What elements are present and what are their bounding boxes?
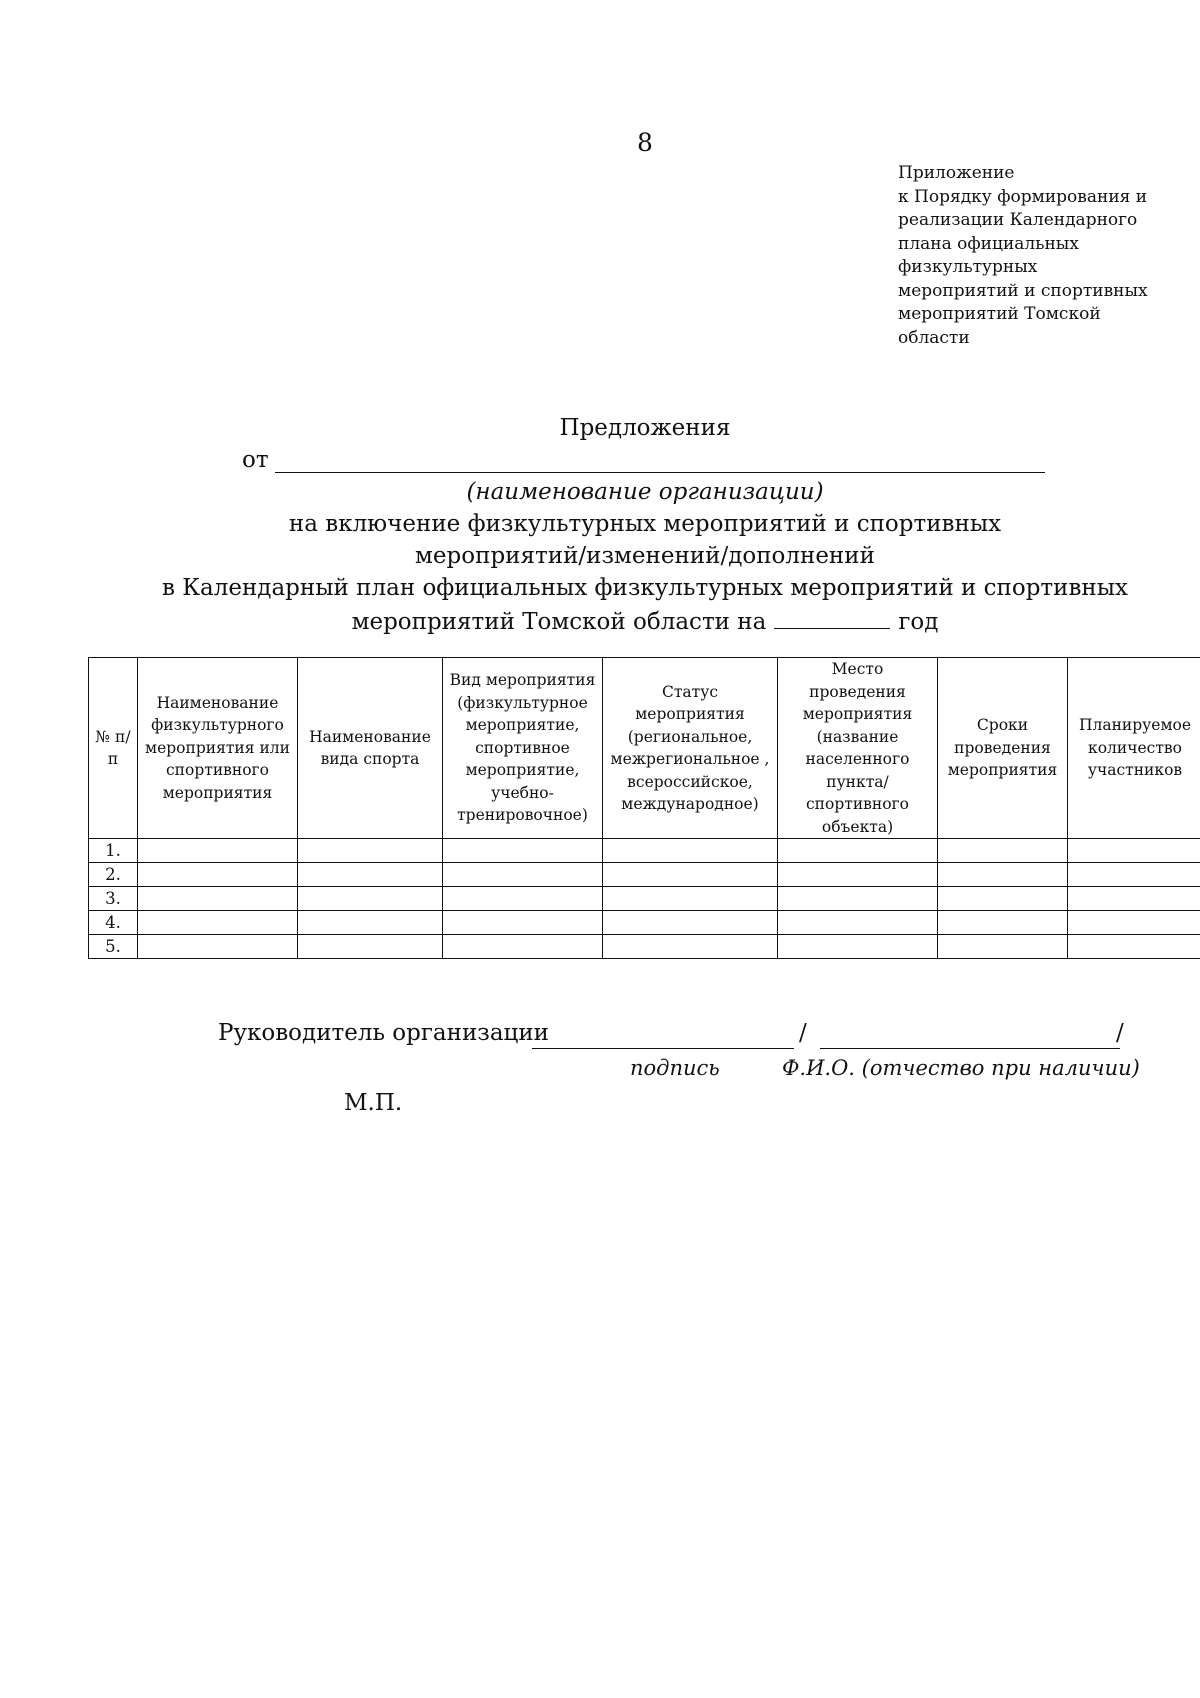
table-cell[interactable] [443, 839, 603, 863]
signature-slash: / [799, 1020, 807, 1046]
header-sport-name: Наименование вида спорта [298, 658, 443, 839]
header-participants: Планируемое количество участников [1068, 658, 1200, 839]
table-row [89, 911, 1200, 935]
table-header-row [89, 658, 1200, 839]
signature-blank[interactable] [532, 1048, 794, 1049]
appendix-line: реализации Календарного [898, 210, 1138, 230]
table-cell[interactable] [138, 935, 298, 959]
row-number: 2. [89, 863, 138, 887]
appendix-line: к Порядку формирования и [898, 186, 1148, 207]
table-row [89, 839, 1200, 863]
table-cell[interactable] [603, 935, 778, 959]
title-line-3: на включение физкультурных мероприятий и спортивных [288, 511, 1002, 537]
title-line-6-prefix: мероприятий Томской области на [351, 609, 767, 635]
header-event-name: Наименование физкультурного мероприятия или спортивного мероприятия [138, 658, 298, 839]
table-cell[interactable] [603, 839, 778, 863]
table-cell[interactable] [298, 863, 443, 887]
table-cell[interactable] [1068, 863, 1200, 887]
table-cell[interactable] [938, 839, 1068, 863]
stamp-placeholder: М.П. [344, 1090, 403, 1116]
signature-label: Руководитель организации [218, 1020, 549, 1046]
table-cell[interactable] [938, 887, 1068, 911]
table-cell[interactable] [778, 839, 938, 863]
page-number: 8 [637, 128, 653, 157]
row-number: 3. [89, 887, 138, 911]
table-cell[interactable] [1068, 911, 1200, 935]
table-cell[interactable] [778, 887, 938, 911]
table-cell[interactable] [1068, 839, 1200, 863]
from-label: от [242, 447, 269, 473]
table-cell[interactable] [603, 863, 778, 887]
table-cell[interactable] [1068, 935, 1200, 959]
table-cell[interactable] [443, 935, 603, 959]
header-event-location: Место проведения мероприятия (название населенного пункта/ спортивного объекта) [778, 658, 938, 839]
table-cell[interactable] [298, 935, 443, 959]
table-cell[interactable] [603, 911, 778, 935]
table-cell[interactable] [603, 887, 778, 911]
table-cell[interactable] [938, 911, 1068, 935]
row-number: 1. [89, 839, 138, 863]
table-cell[interactable] [138, 863, 298, 887]
table-cell[interactable] [298, 887, 443, 911]
table-cell[interactable] [298, 839, 443, 863]
signature-caption: подпись [630, 1056, 720, 1080]
row-number: 5. [89, 935, 138, 959]
table-cell[interactable] [298, 911, 443, 935]
from-line [0, 444, 1200, 476]
table-cell[interactable] [138, 887, 298, 911]
table-cell[interactable] [778, 935, 938, 959]
table-cell[interactable] [938, 935, 1068, 959]
header-number: № п/п [89, 658, 138, 839]
appendix-note [898, 162, 1158, 350]
table-cell[interactable] [778, 863, 938, 887]
signature-slash-end: / [1116, 1020, 1124, 1046]
title-block [0, 412, 1200, 638]
table-row [89, 935, 1200, 959]
header-event-status: Статус мероприятия (региональное, межрегиональное , всероссийское, международное) [603, 658, 778, 839]
row-number: 4. [89, 911, 138, 935]
table-cell[interactable] [443, 863, 603, 887]
title-line-6 [0, 604, 1200, 638]
table-cell[interactable] [778, 911, 938, 935]
appendix-line: мероприятий и спортивных [898, 280, 1148, 301]
table-cell[interactable] [443, 911, 603, 935]
full-name-blank[interactable] [820, 1048, 1120, 1049]
header-event-type: Вид мероприятия (физкультурное мероприятие, спортивное мероприятие, учебно-тренировочное) [443, 658, 603, 839]
table-cell[interactable] [1068, 887, 1200, 911]
title-line-4: мероприятий/изменений/дополнений [415, 543, 875, 569]
document-heading: Предложения [559, 415, 731, 441]
organization-name-blank[interactable] [275, 472, 1045, 473]
appendix-line: области [898, 327, 970, 348]
table-row [89, 863, 1200, 887]
table-cell[interactable] [138, 911, 298, 935]
title-line-6-suffix: год [898, 609, 939, 635]
year-blank[interactable] [774, 604, 890, 629]
appendix-line: мероприятий Томской [898, 304, 1101, 324]
appendix-line: Приложение [898, 163, 1015, 183]
appendix-line: плана официальных [898, 233, 1079, 254]
table-row [89, 887, 1200, 911]
organization-caption: (наименование организации) [466, 479, 824, 505]
table-cell[interactable] [138, 839, 298, 863]
header-event-dates: Сроки проведения мероприятия [938, 658, 1068, 839]
appendix-line: физкультурных [898, 257, 1038, 277]
proposals-table [88, 657, 1200, 959]
title-line-5: в Календарный план официальных физкультурных мероприятий и спортивных [161, 575, 1129, 601]
table-cell[interactable] [938, 863, 1068, 887]
full-name-caption: Ф.И.О. (отчество при наличии) [782, 1056, 1140, 1080]
table-cell[interactable] [443, 887, 603, 911]
